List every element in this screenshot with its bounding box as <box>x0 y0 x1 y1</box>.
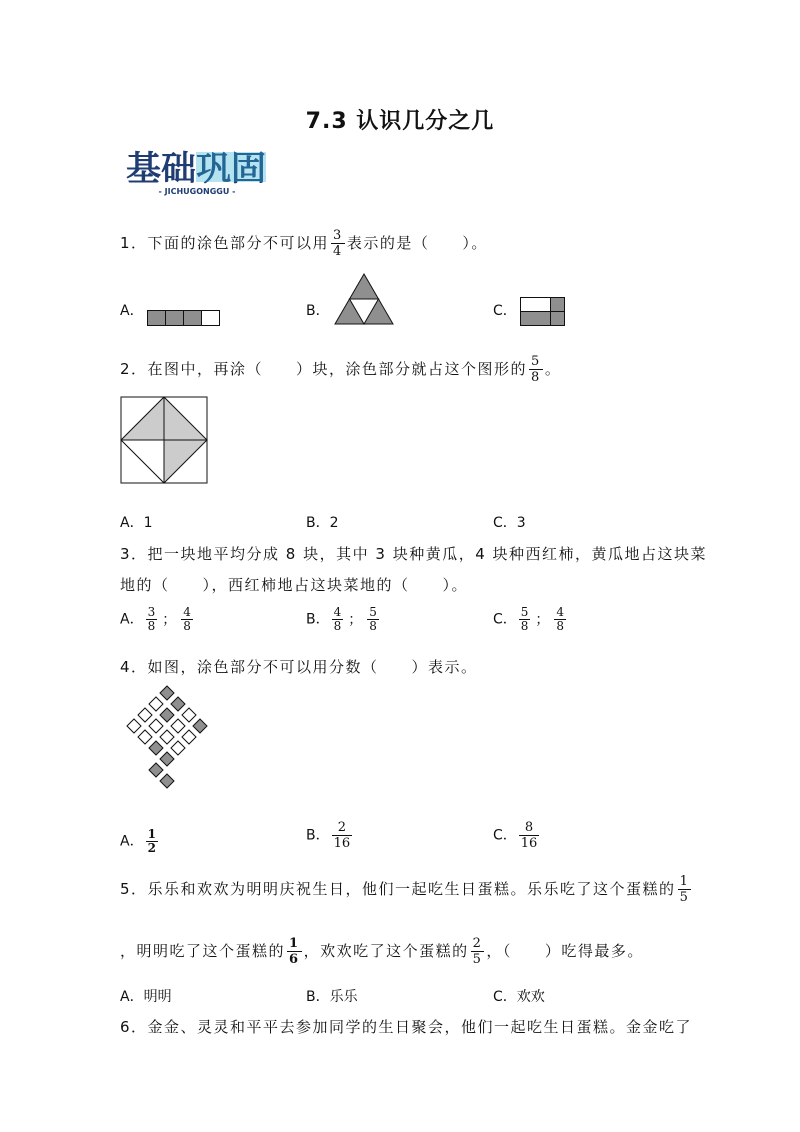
q2-text-before: 2．在图中，再涂（ ）块，涂色部分就占这个图形的 <box>120 360 528 378</box>
badge-sub-text: - JICHUGONGGU - <box>158 187 236 196</box>
q5-fraction-2: $\frac{1}{6}$ <box>289 936 300 967</box>
question-1 <box>120 228 488 259</box>
q4-option-b[interactable]: B． $\frac{2}{16}$ <box>306 820 351 851</box>
section-badge <box>124 148 270 198</box>
q3-option-a[interactable]: A． $\frac{3}{8}$ ； $\frac{4}{8}$ <box>120 605 191 633</box>
q1-figure-rect <box>520 297 566 326</box>
q1-figure-triangle <box>334 273 394 325</box>
q2-text-after: 。 <box>544 360 562 378</box>
question-5-line-1: 5．乐乐和欢欢为明明庆祝生日，他们一起吃生日蛋糕。乐乐吃了这个蛋糕的 $\frac{1}{5}$ <box>120 874 690 905</box>
page-title: 7.3 认识几分之几 <box>305 109 495 134</box>
question-5-line-2: ，明明吃了这个蛋糕的 $\frac{1}{6}$ ，欢欢吃了这个蛋糕的 $\frac{2}{5}$ ，（ ）吃得最多。 <box>120 936 644 967</box>
q1-fraction: $\frac{3}{4}$ <box>333 228 343 259</box>
question-3-line-2: 地的（ ），西红柿地占这块菜地的（ ）。 <box>120 576 469 594</box>
badge-main-text: 基础巩固 <box>126 149 266 189</box>
q4-option-a[interactable]: A． $\frac{1}{2}$ <box>120 827 156 855</box>
badge-logo <box>124 148 270 198</box>
q5-option-b[interactable]: B．乐乐 <box>306 989 358 1005</box>
q5-fraction-1: $\frac{1}{5}$ <box>679 874 690 905</box>
q3-option-c[interactable]: C． $\frac{5}{8}$ ； $\frac{4}{8}$ <box>493 605 565 633</box>
q3-option-b[interactable]: B． $\frac{4}{8}$ ； $\frac{5}{8}$ <box>306 605 377 633</box>
q2-figure-square <box>120 396 208 484</box>
q1-figure-bar <box>147 310 221 326</box>
q5-fraction-3: $\frac{2}{5}$ <box>472 936 483 967</box>
q2-option-b[interactable]: B．2 <box>306 515 339 531</box>
q1-text-after: 表示的是（ ）。 <box>346 234 488 252</box>
q1-option-b[interactable]: B． <box>306 303 330 319</box>
q4-option-c[interactable]: C． $\frac{8}{16}$ <box>493 820 538 851</box>
q2-fraction: $\frac{5}{8}$ <box>531 354 541 385</box>
question-6-line-1: 6．金金、灵灵和平平去参加同学的生日聚会，他们一起吃生日蛋糕。金金吃了 <box>120 1018 693 1036</box>
q2-option-a[interactable]: A．1 <box>120 515 153 531</box>
question-4: 4．如图，涂色部分不可以用分数（ ）表示。 <box>120 658 478 676</box>
q5-option-a[interactable]: A．明明 <box>120 989 172 1005</box>
q1-text-before: 1．下面的涂色部分不可以用 <box>120 234 330 252</box>
q5-option-c[interactable]: C．欢欢 <box>493 989 545 1005</box>
q1-option-c[interactable]: C． <box>493 303 517 319</box>
q2-option-c[interactable]: C．3 <box>493 515 526 531</box>
q4-figure-diamonds <box>122 684 214 790</box>
question-3-line-1: 3．把一块地平均分成 8 块，其中 3 块种黄瓜，4 块种西红柿，黄瓜地占这块菜 <box>120 545 708 563</box>
question-2 <box>120 354 561 385</box>
q1-option-a[interactable]: A． <box>120 303 144 319</box>
badge-accent <box>196 152 266 182</box>
